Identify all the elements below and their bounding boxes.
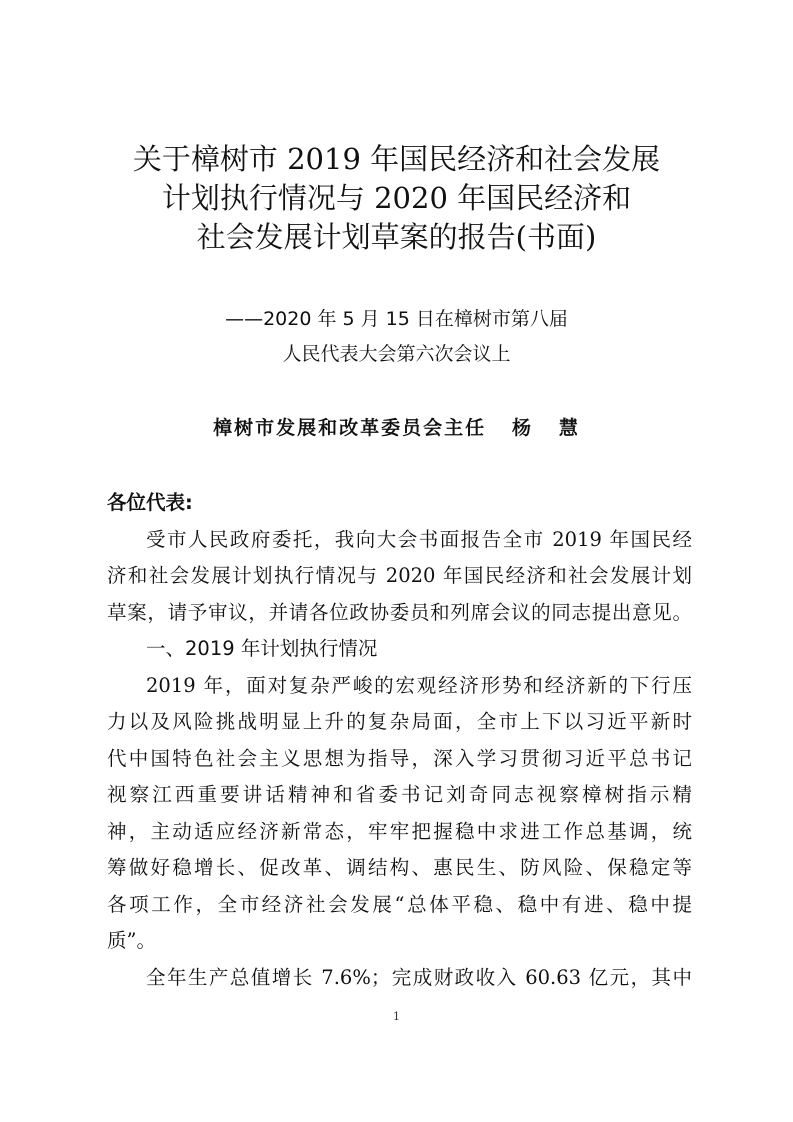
paragraph-line: 质”。 xyxy=(107,929,156,952)
document-body xyxy=(107,485,692,996)
section-heading: 一、2019 年计划执行情况 xyxy=(146,637,378,660)
subtitle-line: ——2020 年 5 月 15 日在樟树市第八届 xyxy=(225,308,568,330)
title-line: 关于樟树市 2019 年国民经济和社会发展 xyxy=(132,142,661,176)
document-title xyxy=(0,140,793,257)
paragraph-line: 各项工作，全市经济社会发展“总体平稳、稳中有进、稳中提 xyxy=(107,892,692,916)
paragraph-line: 代中国特色社会主义思想为指导，深入学习贯彻习近平总书记 xyxy=(107,746,692,770)
subtitle-line: 人民代表大会第六次会议上 xyxy=(282,343,511,365)
author-line: 樟树市发展和改革委员会主任 杨 慧 xyxy=(213,417,580,439)
paragraph-line: 受市人民政府委托，我向大会书面报告全市 2019 年国民经 xyxy=(146,527,692,551)
paragraph-line: 济和社会发展计划执行情况与 2020 年国民经济和社会发展计划 xyxy=(107,564,692,587)
paragraph-line: 草案，请予审议，并请各位政协委员和列席会议的同志提出意见。 xyxy=(107,600,692,624)
paragraph-line: 全年生产总值增长 7.6%；完成财政收入 60.63 亿元，其中 xyxy=(146,965,692,989)
paragraph-overview xyxy=(107,668,692,960)
paragraph-line: 力以及风险挑战明显上升的复杂局面，全市上下以习近平新时 xyxy=(107,710,692,733)
document-subtitle xyxy=(0,302,793,372)
paragraph-line: 神，主动适应经济新常态，牢牢把握稳中求进工作总基调，统 xyxy=(107,819,692,843)
paragraph-intro xyxy=(107,522,692,632)
page-number: 1 xyxy=(393,1010,400,1023)
paragraph-line: 筹做好稳增长、促改革、调结构、惠民生、防风险、保稳定等 xyxy=(107,856,692,879)
title-line: 计划执行情况与 2020 年国民经济和 xyxy=(161,181,632,215)
title-line: 社会发展计划草案的报告(书面) xyxy=(196,220,597,254)
paragraph-line: 2019 年，面对复杂严峻的宏观经济形势和经济新的下行压 xyxy=(146,673,692,697)
salutation: 各位代表: xyxy=(107,491,193,514)
paragraph-figures xyxy=(107,960,692,997)
paragraph-line: 视察江西重要讲话精神和省委书记刘奇同志视察樟树指示精 xyxy=(107,783,692,806)
